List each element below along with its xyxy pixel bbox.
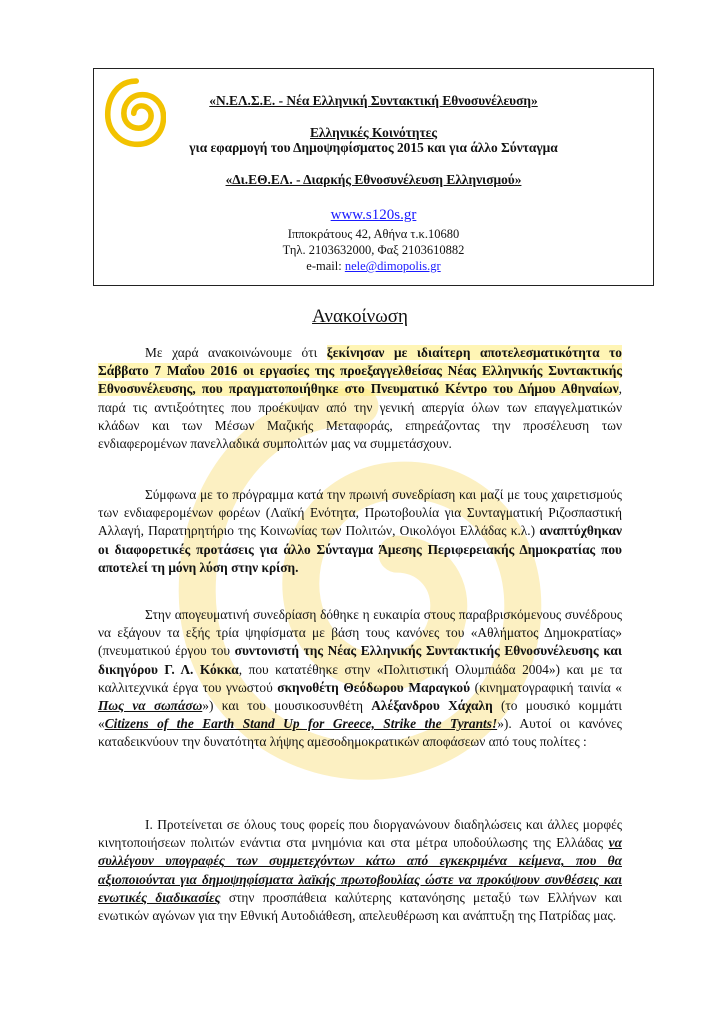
paragraph-2 (98, 486, 622, 577)
p1-text: Με χαρά ανακοινώνουμε ότι (145, 345, 327, 360)
p3-composer: Αλέξανδρου Χάχαλη (371, 698, 493, 714)
p4-text: Ι. Προτείνεται σε όλους τους φορείς που διοργανώνουν διαδηλώσεις και άλλες μορφές κινητοποιήσεων πολιτών ενάντια στα μνημόνια και στα μέτρα υποδούλωσης της Ελλάδας (98, 817, 622, 851)
email-link[interactable]: nele@dimopolis.gr (344, 259, 441, 273)
email-line (94, 259, 653, 274)
paragraph-4 (98, 816, 622, 925)
p4-proposal: να συλλέγουν υπογραφές των συμμετεχόντων κάτω από εγκεκριμένα κείμενα, που θα αξιοποιούνται για δημοψηφίσματα λαϊκής πρωτοβουλίας ώστε να προκύψουν συνθέσεις και ενωτικές διαδικασίες (98, 835, 622, 905)
p3-text-3: (κινηματογραφική ταινία « (470, 679, 622, 695)
p3-coordinator: συντονιστή της Νέας Ελληνικής Συντακτικής Εθνοσυνέλευσης και δικηγόρου Γ. Λ. Κόκκα (98, 643, 622, 677)
p3-text-2: , που κατατέθηκε στην «Πολιτιστική Ολυμπιάδα 2004») και με τα καλλιτεχνικά έργα του γνωστού (98, 661, 622, 695)
p3-text-end: »). Αυτοί οι κανόνες καταδεικνύουν την δυνατότητα λήψης αμεσοδημοκρατικών αποφάσεων από τους πολίτες : (98, 716, 622, 750)
org-subtitle-communities: για εφαρμογή του Δημοψηφίσματος 2015 και για άλλο Σύνταγμα (189, 140, 558, 155)
email-label: e-mail: (306, 259, 345, 273)
website-link[interactable]: www.s120s.gr (330, 207, 417, 223)
p3-text: Στην απογευματινή συνεδρίαση δόθηκε η ευκαιρία στους παραβρισκόμενους συνέδρους να εξάγουν τα εξής τρία ψηφίσματα με βάση τους κανόνες του «Αθλήματος Δημοκρατίας» (πνευματικού έργου του (98, 607, 622, 659)
p3-text-5: (το μουσικό κομμάτι « (98, 698, 623, 732)
org-name-communities: Ελληνικές Κοινότητες (310, 125, 437, 140)
paragraph-3 (98, 606, 622, 752)
org-name-nelse: «Ν.ΕΛ.Σ.Ε. - Νέα Ελληνική Συντακτική Εθνοσυνέλευση» (209, 93, 538, 108)
p4-text-end: στην προσπάθεια καλύτερης κατανόησης μεταξύ των Ελλήνων και ενωτικών αγώνων για την Εθνική Αυτοδιάθεση, απελευθέρωση και ανάπτυξη της Πατρίδας μας. (98, 889, 622, 924)
org-name-dietheel: «Δι.ΕΘ.ΕΛ. - Διαρκής Εθνοσυνέλευση Ελληνισμού» (225, 172, 522, 187)
p2-text: Σύμφωνα με το πρόγραμμα κατά την πρωινή συνεδρίαση και μαζί με τους χαιρετισμούς των ενδιαφερομένων φορέων (Λαϊκή Ενότητα, Πρωτοβουλία για Συνταγματική Ριζοσπαστική Αλλαγή, Παρατηρητήριο της Κοινωνίας των Πολιτών, Οικολόγοι Ελλάδας κ.λ.) (98, 487, 622, 539)
page-title: Ανακοίνωση (312, 306, 408, 327)
p3-text-4: ») και του μουσικοσυνθέτη (202, 698, 372, 714)
p3-director: σκηνοθέτη Θεόδωρου Μαραγκού (277, 679, 471, 695)
phone-fax-line: Τηλ. 2103632000, Φαξ 2103610882 (282, 243, 465, 257)
letterhead-box (93, 68, 654, 286)
p2-bold: αναπτύχθηκαν οι διαφορετικές προτάσεις για άλλο Σύνταγμα Άμεσης Περιφερειακής Δημοκρατίας που αποτελεί τη μόνη λύση στην κρίση. (98, 523, 622, 575)
p3-film-title: Πως να σωπάσω (98, 698, 203, 714)
p1-highlight: ξεκίνησαν με ιδιαίτερη αποτελεσματικότητα το Σάββατο 7 Μαΐου 2016 οι εργασίες της προεξαγγελθείσας Νέας Ελληνικής Συντακτικής Εθνοσυνέλευσης, που πραγματοποιήθηκε στο Πνευματικό Κέντρο του Δήμου Αθηναίων (98, 345, 622, 397)
p1-text-end: , παρά τις αντιξοότητες που προέκυψαν από την γενική απεργία όλων των επαγγελματικών κλάδων και των Μέσων Μαζικής Μεταφοράς, επηρεάζοντας την προσέλευση των ενδιαφερομένων πανελλαδικά συμπολιτών μας να συμμετάσχουν. (98, 381, 622, 452)
p3-song-title: Citizens of the Earth Stand Up for Greece, Strike the Tyrants! (104, 716, 498, 732)
paragraph-1 (98, 344, 622, 453)
address-line: Ιπποκράτους 42, Αθήνα τ.κ.10680 (287, 227, 460, 241)
